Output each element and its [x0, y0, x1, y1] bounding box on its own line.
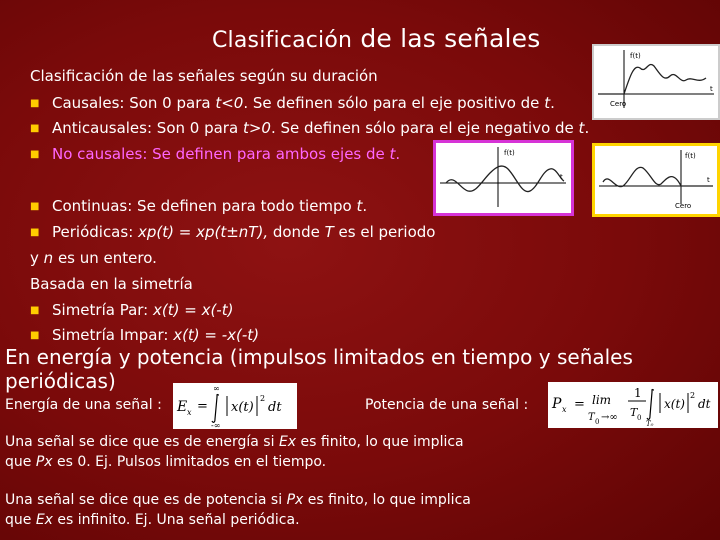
svg-text:dt: dt — [268, 400, 282, 415]
power-definition-line-2: que Ex es infinito. Ej. Una señal periódica. — [5, 512, 300, 528]
svg-text:-∞: -∞ — [211, 421, 221, 429]
svg-text:E: E — [177, 399, 188, 415]
page-title: Clasificación de las señales — [212, 24, 541, 53]
svg-text:0: 0 — [595, 418, 600, 426]
noncausal-signal-plot — [436, 143, 571, 213]
svg-text:T₀: T₀ — [646, 420, 654, 428]
anticausal-signal-plot — [595, 146, 717, 214]
svg-text:x(t): x(t) — [664, 397, 685, 411]
svg-text:x(t): x(t) — [231, 400, 254, 415]
svg-text:t: t — [560, 173, 563, 181]
power-label: Potencia de una señal : — [365, 397, 529, 413]
noncausal-signal-graph — [433, 140, 574, 216]
list-item-causales: ■ Causales: Son 0 para t<0. Se definen sólo para el eje positivo de t. — [30, 94, 555, 112]
svg-text:→∞: →∞ — [601, 412, 618, 423]
svg-text:T: T — [630, 406, 638, 419]
energy-formula — [173, 383, 297, 429]
symmetry-heading: Basada en la simetría — [30, 275, 193, 293]
list-item-periodicas: ■ Periódicas: xp(t) = xp(t±nT), donde T es el periodo — [30, 223, 436, 241]
svg-text:dt: dt — [698, 397, 711, 411]
svg-text:f(t): f(t) — [630, 52, 641, 60]
svg-text:x: x — [562, 405, 567, 414]
bullet-icon: ■ — [30, 123, 40, 134]
svg-text:f(t): f(t) — [504, 149, 515, 157]
energy-definition-line-1: Una señal se dice que es de energía si Ex es finito, lo que implica — [5, 434, 464, 450]
bullet-icon: ■ — [30, 227, 40, 238]
periodic-continuation: y n es un entero. — [30, 249, 157, 267]
power-definition-line-1: Una señal se dice que es de potencia si Px es finito, lo que implica — [5, 492, 471, 508]
svg-text:Cero: Cero — [610, 100, 627, 108]
svg-text:2: 2 — [260, 394, 266, 403]
svg-text:=: = — [574, 397, 585, 412]
svg-text:t: t — [710, 85, 713, 93]
list-item-no-causales: ■ No causales: Se definen para ambos ejes de t. — [30, 145, 401, 163]
svg-text:Cero: Cero — [675, 202, 692, 210]
causal-signal-plot — [594, 46, 718, 118]
energy-power-heading: En energía y potencia (impulsos limitados en tiempo y señales periódicas) — [5, 345, 633, 393]
bullet-icon: ■ — [30, 149, 40, 160]
bullet-icon: ■ — [30, 330, 40, 341]
power-formula — [548, 382, 718, 428]
energy-definition-line-2: que Px es 0. Ej. Pulsos limitados en el tiempo. — [5, 454, 327, 470]
list-item-simetria-impar: ■ Simetría Impar: x(t) = -x(-t) — [30, 326, 260, 344]
svg-text:0: 0 — [637, 414, 642, 422]
svg-text:1: 1 — [634, 386, 642, 400]
energy-label: Energía de una señal : — [5, 397, 162, 413]
duration-heading: Clasificación de las señales según su duración — [30, 67, 378, 85]
svg-text:t: t — [707, 176, 710, 184]
energy-formula-svg — [173, 383, 297, 429]
list-item-continuas: ■ Continuas: Se definen para todo tiempo t. — [30, 197, 368, 215]
svg-text:f(t): f(t) — [685, 152, 696, 160]
svg-text:lim: lim — [592, 393, 612, 407]
bullet-icon: ■ — [30, 305, 40, 316]
svg-text:x: x — [187, 408, 192, 417]
causal-signal-graph — [592, 44, 720, 120]
bullet-icon: ■ — [30, 201, 40, 212]
list-item-anticausales: ■ Anticausales: Son 0 para t>0. Se definen sólo para el eje negativo de t. — [30, 119, 590, 137]
bullet-icon: ■ — [30, 98, 40, 109]
power-formula-svg — [548, 382, 718, 428]
svg-text:=: = — [197, 399, 208, 414]
svg-text:P: P — [552, 396, 562, 412]
svg-text:∞: ∞ — [213, 384, 220, 393]
svg-text:2: 2 — [690, 391, 696, 400]
anticausal-signal-graph — [592, 143, 720, 217]
list-item-simetria-par: ■ Simetría Par: x(t) = x(-t) — [30, 301, 234, 319]
svg-text:T: T — [588, 412, 595, 423]
